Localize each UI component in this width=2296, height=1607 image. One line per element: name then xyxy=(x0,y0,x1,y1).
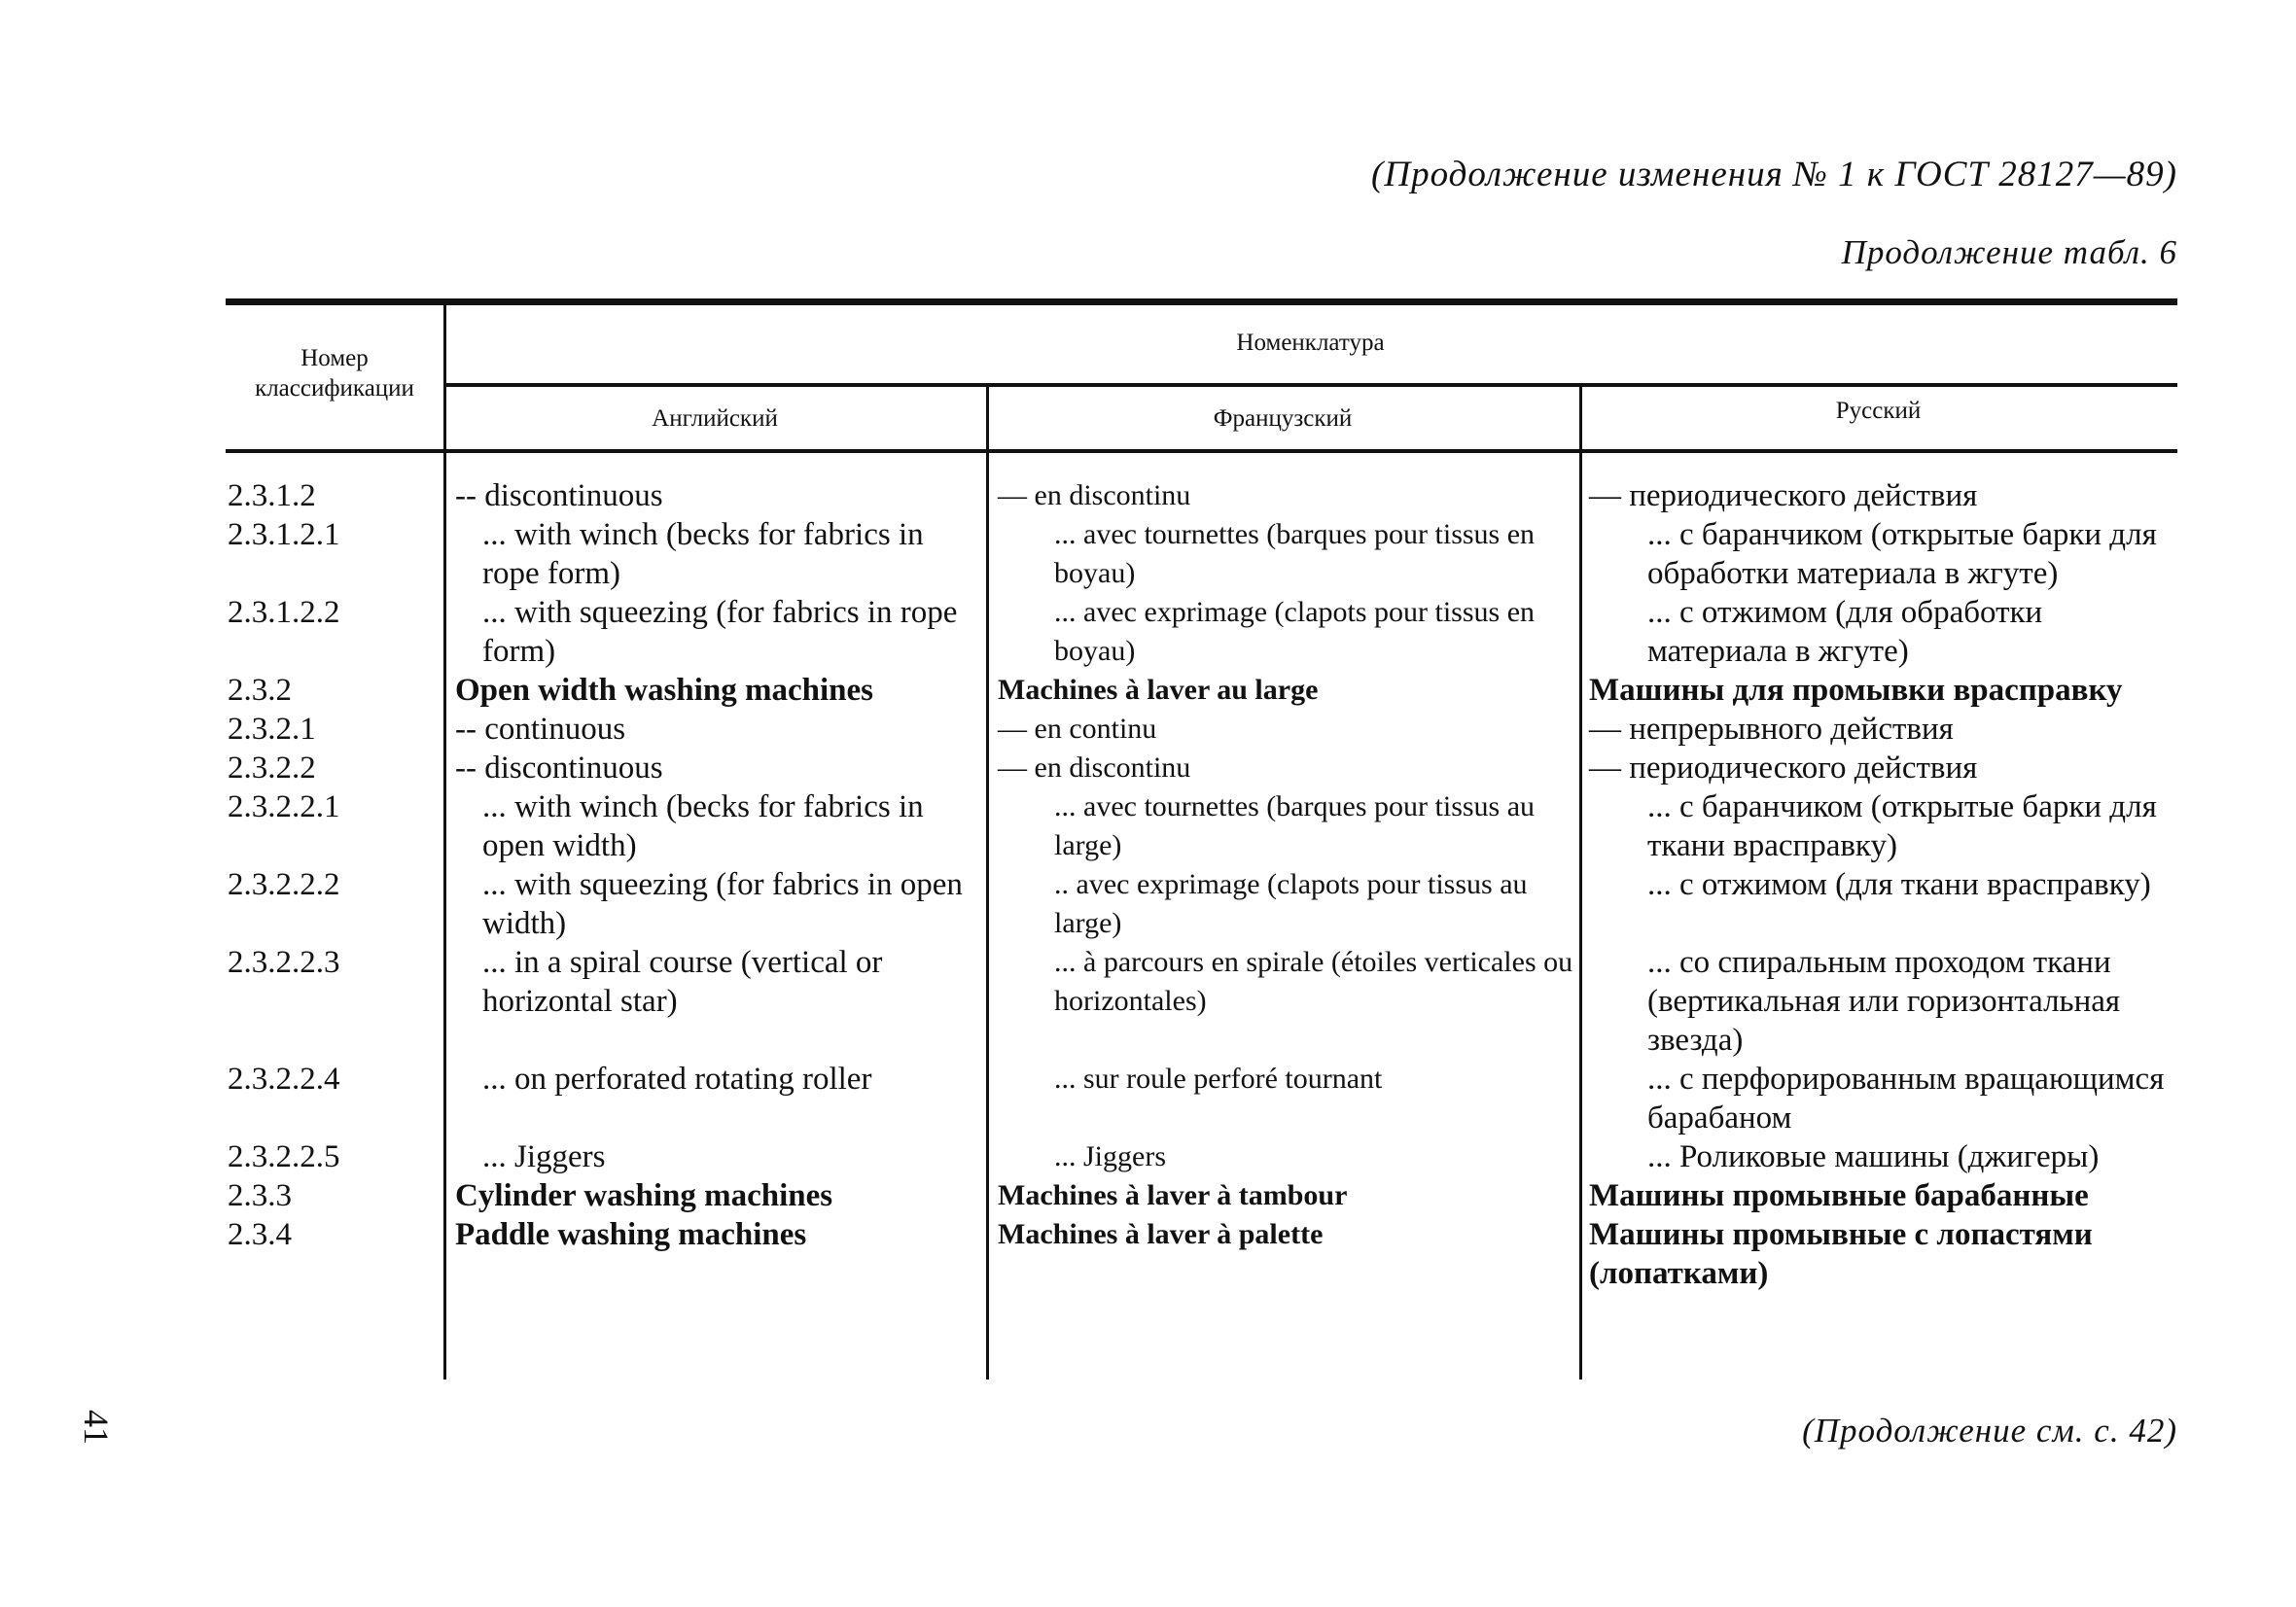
row-english: ... Jiggers xyxy=(482,1139,606,1174)
row-number: 2.3.3 xyxy=(228,1178,292,1213)
row-russian: ... с отжимом (для ткани врасправку) xyxy=(1647,867,2151,902)
row-english: Cylinder washing machines xyxy=(455,1178,833,1213)
table-row xyxy=(226,593,2177,671)
header-nomenclature: Номенклатура xyxy=(1236,330,1385,356)
table-row xyxy=(226,865,2177,943)
row-english: ... with winch (becks for fabrics in open width) xyxy=(482,789,924,863)
header-number: Номер классификации xyxy=(255,345,414,402)
table-row xyxy=(226,1060,2177,1137)
table-top-rule xyxy=(226,298,2177,305)
row-number: 2.3.2.2.5 xyxy=(228,1139,340,1174)
row-number: 2.3.2.2.4 xyxy=(228,1062,340,1097)
table-row xyxy=(226,515,2177,593)
table-row xyxy=(226,476,2177,515)
continuation-header: (Продолжение изменения № 1 к ГОСТ 28127—89) xyxy=(1371,155,2177,194)
page-number xyxy=(76,1410,117,1445)
header-russian: Русский xyxy=(1835,398,1922,424)
row-russian: ... со спиральным проходом ткани (вертикальная или горизонтальная звезда) xyxy=(1647,945,2121,1058)
nomenclature-sub-rule xyxy=(443,383,2177,387)
row-french: — en discontinu xyxy=(998,479,1191,511)
table-continuation-note: Продолжение табл. 6 xyxy=(1841,233,2177,271)
classification-table xyxy=(226,298,2177,1380)
row-russian: — периодического действия xyxy=(1589,751,1978,786)
row-russian: — непрерывного действия xyxy=(1589,712,1954,747)
row-french: — en continu xyxy=(998,713,1157,745)
row-english: ... on perforated rotating roller xyxy=(482,1062,872,1097)
header-bottom-rule xyxy=(226,449,2177,453)
row-english: ... with squeezing (for fabrics in rope form) xyxy=(482,595,958,669)
row-english: Open width washing machines xyxy=(455,673,874,708)
row-french: ... avec tournettes (barques pour tissus en boyau) xyxy=(1054,518,1536,589)
row-number: 2.3.2.1 xyxy=(228,712,316,747)
row-russian: ... Роликовые машины (джигеры) xyxy=(1647,1139,2100,1174)
row-russian: Машины промывные барабанные xyxy=(1589,1178,2089,1213)
row-number: 2.3.1.2.1 xyxy=(228,517,340,552)
row-english: ... with winch (becks for fabrics in rope form) xyxy=(482,517,924,591)
row-russian: Машины промывные с лопастями (лопатками) xyxy=(1589,1217,2093,1291)
row-french: Machines à laver au large xyxy=(998,674,1319,706)
row-english: Paddle washing machines xyxy=(455,1217,807,1252)
table-row xyxy=(226,1215,2177,1293)
row-number: 2.3.1.2.2 xyxy=(228,595,340,630)
table-row xyxy=(226,710,2177,749)
row-french: ... avec tournettes (barques pour tissus au large) xyxy=(1054,790,1536,861)
row-english: ... with squeezing (for fabrics in open width) xyxy=(482,867,963,941)
table-row xyxy=(226,943,2177,1060)
table-row xyxy=(226,671,2177,710)
row-russian: ... с баранчиком (открытые барки для ткани врасправку) xyxy=(1647,789,2157,863)
row-english: -- discontinuous xyxy=(455,751,663,786)
header-french: Французский xyxy=(1213,405,1353,432)
row-french: ... avec exprimage (clapots pour tissus en boyau) xyxy=(1054,596,1536,667)
row-russian: ... с отжимом (для обработки материала в жгуте) xyxy=(1647,595,2043,669)
row-russian: ... с перфорированным вращающимся барабаном xyxy=(1647,1062,2165,1135)
row-number: 2.3.2.2.3 xyxy=(228,945,340,980)
table-row xyxy=(226,787,2177,865)
row-french: .. avec exprimage (clapots pour tissus au large) xyxy=(1054,868,1528,939)
row-english: -- discontinuous xyxy=(455,478,663,513)
table-row xyxy=(226,1137,2177,1176)
row-number: 2.3.2.2 xyxy=(228,751,316,786)
row-number: 2.3.2.2.1 xyxy=(228,789,340,824)
continuation-footer: (Продолжение см. с. 42) xyxy=(1802,1412,2177,1450)
table-row xyxy=(226,1176,2177,1215)
row-english: ... in a spiral course (vertical or horizontal star) xyxy=(482,945,883,1019)
row-russian: ... с баранчиком (открытые барки для обработки материала в жгуте) xyxy=(1647,517,2157,591)
row-number: 2.3.4 xyxy=(228,1217,292,1252)
row-number: 2.3.2.2.2 xyxy=(228,867,340,902)
row-russian: — периодического действия xyxy=(1589,478,1978,513)
row-french: ... sur roule perforé tournant xyxy=(1054,1063,1383,1095)
row-number: 2.3.2 xyxy=(228,673,292,708)
row-russian: Машины для промывки врасправку xyxy=(1589,673,2123,708)
row-french: ... à parcours en spirale (étoiles verticales ou horizontales) xyxy=(1054,946,1573,1017)
row-french: — en discontinu xyxy=(998,751,1191,784)
row-english: -- continuous xyxy=(455,712,626,747)
row-number: 2.3.1.2 xyxy=(228,478,316,513)
table-body xyxy=(226,476,2177,1293)
page-number-text: 41 xyxy=(77,1410,116,1445)
row-french: Machines à laver à palette xyxy=(998,1218,1324,1250)
table-row xyxy=(226,749,2177,787)
row-french: ... Jiggers xyxy=(1054,1140,1166,1172)
row-french: Machines à laver à tambour xyxy=(998,1179,1348,1211)
header-english: Английский xyxy=(652,405,778,432)
